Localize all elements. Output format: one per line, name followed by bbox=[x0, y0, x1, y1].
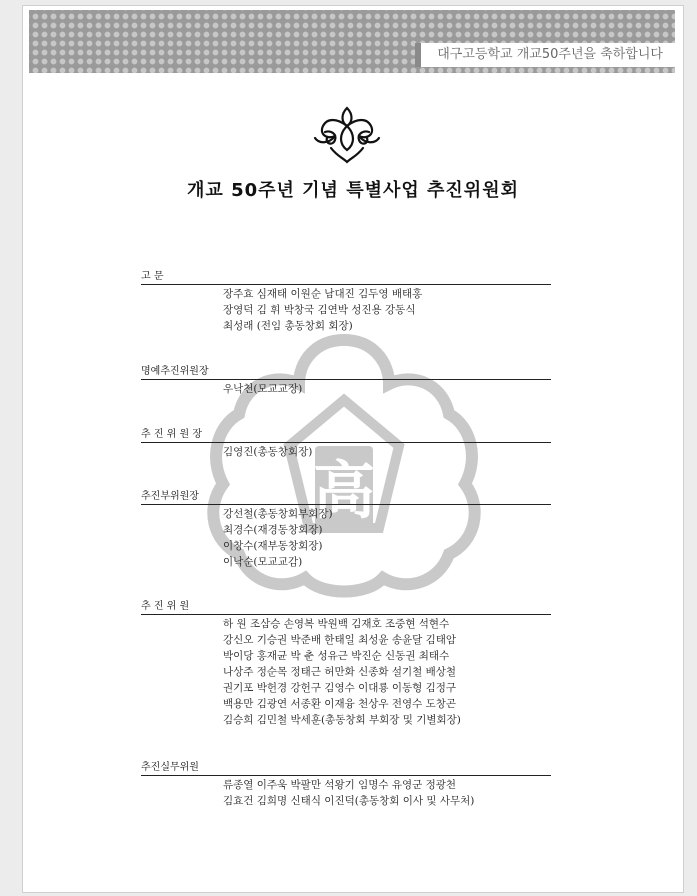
member-line: 장영덕 김 휘 박창국 김연박 성진용 강동식 bbox=[223, 304, 416, 316]
section-chair bbox=[141, 429, 551, 460]
member-line: 권기포 박헌경 강헌구 김영수 이대룡 이동형 김정구 bbox=[223, 682, 457, 694]
section-divider bbox=[141, 442, 551, 443]
section-label: 추 진 위 원 bbox=[141, 601, 190, 612]
member-line: 백용만 김광연 서종환 이재융 천상우 전영수 도창곤 bbox=[223, 698, 457, 710]
member-line: 김효건 김희명 신태식 이진덕(총동창회 이사 및 사무처) bbox=[223, 795, 475, 807]
member-line: 장주효 심재태 이원순 남대진 김두영 배태홍 bbox=[223, 288, 423, 300]
member-line: 강신오 기승권 박준배 한태일 최성윤 송윤달 김태암 bbox=[223, 634, 457, 646]
member-line: 최성래 (전임 총동창회 회장) bbox=[223, 320, 353, 332]
member-line: 김승희 김민철 박세훈(총동창회 부회장 및 기별회장) bbox=[223, 714, 461, 726]
section-label: 추진실무위원 bbox=[141, 762, 199, 773]
section-divider bbox=[141, 614, 551, 615]
document-title: 개교 50주년 기념 특별사업 추진위원회 bbox=[187, 180, 519, 201]
member-line: 류종열 이주욱 박팔만 석왕기 임명수 유영군 정광천 bbox=[223, 779, 457, 791]
member-line: 김영진(총동창회장) bbox=[223, 446, 313, 458]
member-line: 이창수(재부동창회장) bbox=[223, 540, 323, 552]
section-divider bbox=[141, 504, 551, 505]
member-line: 하 원 조삼승 손영복 박원백 김재호 조중현 석현수 bbox=[223, 618, 450, 630]
member-line: 박이당 홍재균 박 춘 성유근 박진순 신동권 최태수 bbox=[223, 650, 450, 662]
member-line: 강선철(총동창회부회장) bbox=[223, 508, 333, 520]
document-page bbox=[22, 5, 684, 893]
section-working-members bbox=[141, 762, 551, 809]
header-tagline: 대구고등학교 개교50주년을 축하합니다 bbox=[415, 43, 675, 67]
section-label: 추진부위원장 bbox=[141, 491, 199, 502]
section-committee-members bbox=[141, 601, 551, 728]
member-line: 최경수(재경동창회장) bbox=[223, 524, 323, 536]
section-honorary-chair bbox=[141, 366, 551, 397]
section-label: 고 문 bbox=[141, 271, 164, 282]
member-line: 이낙순(모교교감) bbox=[223, 556, 303, 568]
header-banner bbox=[29, 10, 675, 73]
section-advisors bbox=[141, 271, 551, 334]
member-line: 나상주 정순목 정태근 허만화 신종화 설기철 배상철 bbox=[223, 666, 457, 678]
ornament-icon bbox=[311, 104, 383, 164]
section-divider bbox=[141, 379, 551, 380]
section-label: 추 진 위 원 장 bbox=[141, 429, 203, 440]
section-divider bbox=[141, 775, 551, 776]
section-label: 명예추진위원장 bbox=[141, 366, 209, 377]
seal-character: 高 bbox=[312, 454, 376, 527]
member-line: 우낙천(모교교장) bbox=[223, 383, 303, 395]
section-divider bbox=[141, 284, 551, 285]
section-vice-chair bbox=[141, 491, 551, 570]
